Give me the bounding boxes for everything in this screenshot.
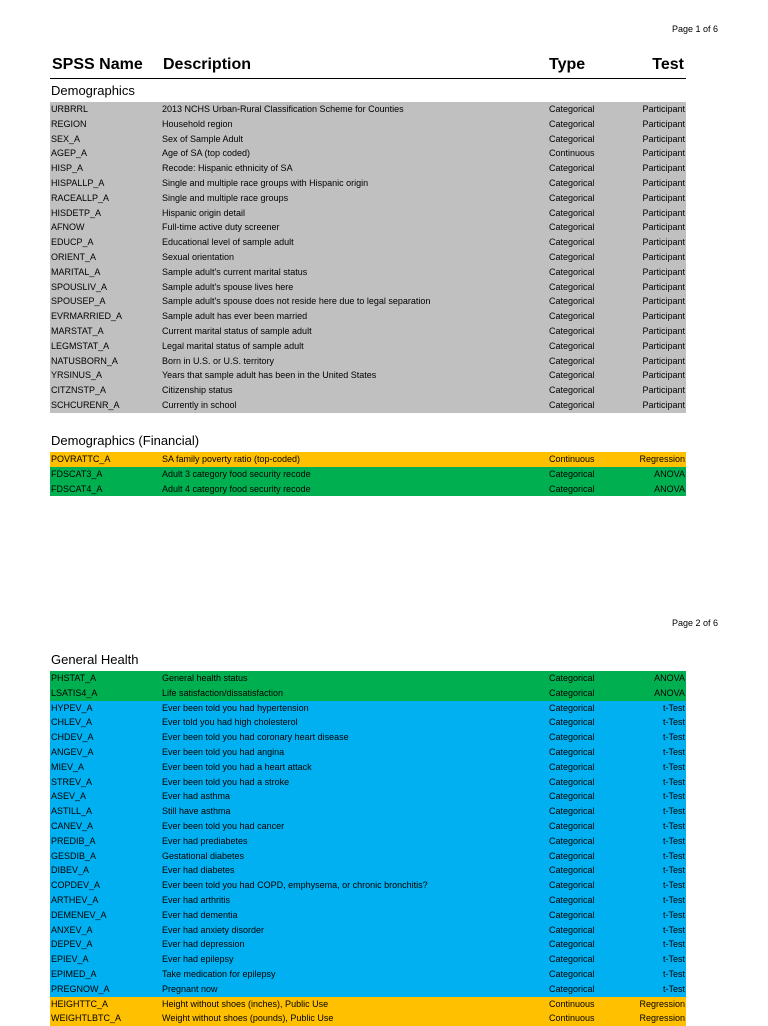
variable-test: t-Test	[662, 924, 685, 935]
table-row	[50, 967, 686, 982]
table-row	[50, 117, 686, 132]
variable-name: WEIGHTLBTC_A	[51, 1013, 122, 1024]
variable-type: Categorical	[549, 133, 595, 144]
table-row	[50, 849, 686, 864]
variable-description: Sample adult's current marital status	[162, 266, 308, 277]
table-row	[50, 952, 686, 967]
variable-name: COPDEV_A	[51, 880, 101, 891]
variable-description: Full-time active duty screener	[162, 222, 280, 233]
variable-test: ANOVA	[654, 673, 685, 683]
variable-test: ANOVA	[654, 468, 685, 479]
variable-test: Regression	[639, 454, 685, 464]
variable-type: Continuous	[549, 148, 595, 159]
table-row	[50, 176, 686, 191]
variable-type: Continuous	[549, 454, 595, 464]
variable-type: Categorical	[549, 702, 595, 713]
variable-test: ANOVA	[654, 687, 685, 698]
variable-type: Categorical	[549, 296, 595, 307]
variable-name: CITZNSTP_A	[51, 385, 107, 396]
variable-test: t-Test	[662, 968, 685, 979]
variable-name: CHDEV_A	[51, 732, 94, 743]
variable-name: HEIGHTTC_A	[51, 998, 109, 1009]
variable-test: Participant	[642, 355, 685, 366]
variable-description: Hispanic origin detail	[162, 207, 246, 218]
table-row	[50, 671, 686, 686]
variable-description: Pregnant now	[162, 983, 218, 994]
variable-test: Participant	[642, 251, 685, 262]
variable-test: Participant	[642, 222, 685, 233]
variable-description: Ever been told you had hypertension	[162, 702, 309, 713]
variable-name: HISP_A	[51, 163, 84, 174]
variable-name: NATUSBORN_A	[51, 355, 118, 366]
variable-type: Categorical	[549, 483, 595, 494]
variable-test: Participant	[642, 399, 685, 410]
variable-description: Educational level of sample adult	[162, 237, 294, 248]
variable-name: FDSCAT3_A	[51, 468, 103, 479]
table-row	[50, 804, 686, 819]
variable-test: t-Test	[662, 865, 685, 876]
page-number: Page 2 of 6	[671, 618, 718, 628]
table-row	[50, 250, 686, 265]
table-row	[50, 324, 686, 339]
variable-name: PHSTAT_A	[51, 673, 97, 683]
variable-type: Categorical	[549, 894, 595, 905]
variable-test: Participant	[642, 177, 685, 188]
table-row	[50, 863, 686, 878]
variable-type: Categorical	[549, 237, 595, 248]
variable-description: Ever been told you had coronary heart disease	[162, 732, 349, 743]
variable-type: Categorical	[549, 776, 595, 787]
variable-description: Height without shoes (inches), Public Use	[162, 998, 329, 1009]
variable-name: ANGEV_A	[51, 746, 94, 757]
variable-test: Participant	[642, 370, 685, 381]
variable-description: Ever had prediabetes	[162, 835, 248, 846]
variable-description: Sample adult's spouse lives here	[162, 281, 294, 292]
variable-name: ASEV_A	[51, 791, 87, 802]
variable-description: Single and multiple race groups with Hispanic origin	[162, 177, 369, 188]
variable-test: t-Test	[662, 983, 685, 994]
variable-name: GESDIB_A	[51, 850, 97, 861]
variable-test: t-Test	[662, 880, 685, 891]
variable-type: Categorical	[549, 954, 595, 965]
variable-name: FDSCAT4_A	[51, 483, 103, 494]
variable-test: t-Test	[662, 850, 685, 861]
variable-type: Continuous	[549, 1013, 595, 1024]
variable-test: t-Test	[662, 702, 685, 713]
variable-name: ARTHEV_A	[51, 894, 99, 905]
variable-description: Ever been told you had angina	[162, 746, 285, 757]
table-row	[50, 893, 686, 908]
variable-type: Categorical	[549, 983, 595, 994]
variable-test: Participant	[642, 311, 685, 322]
table-row	[50, 686, 686, 701]
table-row	[50, 467, 686, 482]
variable-type: Continuous	[549, 998, 595, 1009]
variable-name: ORIENT_A	[51, 251, 97, 262]
variable-description: General health status	[162, 673, 248, 683]
variable-name: MARITAL_A	[51, 266, 101, 277]
variable-test: Participant	[642, 385, 685, 396]
variable-test: Participant	[642, 104, 685, 114]
demographics-table	[50, 102, 686, 413]
variable-type: Categorical	[549, 791, 595, 802]
variable-type: Categorical	[549, 177, 595, 188]
variable-test: Participant	[642, 296, 685, 307]
variable-name: HISPALLP_A	[51, 177, 105, 188]
section-title-demographics-financial: Demographics (Financial)	[51, 433, 200, 448]
variable-type: Categorical	[549, 370, 595, 381]
variable-test: t-Test	[662, 806, 685, 817]
variable-name: SPOUSEP_A	[51, 296, 106, 307]
variable-test: Participant	[642, 133, 685, 144]
table-row	[50, 265, 686, 280]
variable-description: Years that sample adult has been in the United States	[162, 370, 377, 381]
variable-name: CHLEV_A	[51, 717, 93, 728]
page-number: Page 1 of 6	[671, 24, 718, 34]
table-row	[50, 102, 686, 117]
variable-description: Born in U.S. or U.S. territory	[162, 355, 275, 366]
variable-test: Participant	[642, 325, 685, 336]
table-row	[50, 235, 686, 250]
table-row	[50, 368, 686, 383]
table-row	[50, 482, 686, 497]
variable-name: URBRRL	[51, 104, 89, 114]
variable-test: t-Test	[662, 939, 685, 950]
table-row	[50, 383, 686, 398]
variable-description: Ever had anxiety disorder	[162, 924, 265, 935]
variable-description: Adult 4 category food security recode	[162, 483, 311, 494]
variable-description: Ever had depression	[162, 939, 245, 950]
variable-description: Ever had diabetes	[162, 865, 235, 876]
variable-type: Categorical	[549, 968, 595, 979]
variable-name: AFNOW	[51, 222, 85, 233]
table-row	[50, 220, 686, 235]
variable-type: Categorical	[549, 746, 595, 757]
table-row	[50, 354, 686, 369]
variable-type: Categorical	[549, 163, 595, 174]
variable-name: SEX_A	[51, 133, 81, 144]
variable-name: PREGNOW_A	[51, 983, 110, 994]
table-row	[50, 701, 686, 716]
variable-name: MARSTAT_A	[51, 325, 104, 336]
variable-type: Categorical	[549, 266, 595, 277]
variable-test: t-Test	[662, 717, 685, 728]
variable-name: LSATIS4_A	[51, 687, 98, 698]
header-test: Test	[652, 56, 684, 73]
variable-test: t-Test	[662, 791, 685, 802]
header-description: Description	[163, 56, 252, 73]
table-row	[50, 294, 686, 309]
general-health-table	[50, 671, 686, 1026]
variable-description: Legal marital status of sample adult	[162, 340, 304, 351]
variable-description: Age of SA (top coded)	[162, 148, 251, 159]
variable-description: Citizenship status	[162, 385, 233, 396]
variable-test: Participant	[642, 207, 685, 218]
variable-description: Ever had epilepsy	[162, 954, 234, 965]
variable-test: t-Test	[662, 761, 685, 772]
variable-type: Categorical	[549, 820, 595, 831]
variable-type: Categorical	[549, 311, 595, 322]
variable-description: Sample adult has ever been married	[162, 311, 308, 322]
variable-type: Categorical	[549, 251, 595, 262]
table-row	[50, 937, 686, 952]
variable-name: REGION	[51, 118, 87, 129]
variable-test: t-Test	[662, 776, 685, 787]
variable-name: HYPEV_A	[51, 702, 93, 713]
variable-type: Categorical	[549, 192, 595, 203]
variable-name: AGEP_A	[51, 148, 88, 159]
variable-name: SPOUSLIV_A	[51, 281, 108, 292]
variable-name: EPIMED_A	[51, 968, 97, 979]
variable-type: Categorical	[549, 281, 595, 292]
variable-name: ANXEV_A	[51, 924, 93, 935]
variable-type: Categorical	[549, 340, 595, 351]
variable-name: POVRATTC_A	[51, 454, 111, 464]
table-row	[50, 730, 686, 745]
variable-name: PREDIB_A	[51, 835, 96, 846]
variable-type: Categorical	[549, 865, 595, 876]
variable-name: YRSINUS_A	[51, 370, 103, 381]
page-2	[0, 600, 768, 1024]
table-row	[50, 161, 686, 176]
section-title-demographics: Demographics	[51, 83, 135, 98]
variable-type: Categorical	[549, 355, 595, 366]
variable-test: t-Test	[662, 954, 685, 965]
variable-test: Participant	[642, 148, 685, 159]
variable-description: 2013 NCHS Urban-Rural Classification Scheme for Counties	[162, 104, 404, 114]
table-row	[50, 132, 686, 147]
table-row	[50, 760, 686, 775]
variable-test: t-Test	[662, 835, 685, 846]
table-row	[50, 452, 686, 467]
variable-type: Categorical	[549, 717, 595, 728]
variable-type: Categorical	[549, 850, 595, 861]
table-row	[50, 819, 686, 834]
variable-type: Categorical	[549, 806, 595, 817]
variable-test: Participant	[642, 118, 685, 129]
variable-name: STREV_A	[51, 776, 93, 787]
variable-type: Categorical	[549, 924, 595, 935]
table-row	[50, 775, 686, 790]
variable-test: Participant	[642, 281, 685, 292]
variable-name: DEPEV_A	[51, 939, 93, 950]
variable-description: Ever been told you had COPD, emphysema, or chronic bronchitis?	[162, 880, 428, 891]
variable-description: Ever had asthma	[162, 791, 231, 802]
variable-description: Ever been told you had a heart attack	[162, 761, 312, 772]
variable-test: Participant	[642, 163, 685, 174]
variable-description: Current marital status of sample adult	[162, 325, 312, 336]
variable-test: Regression	[639, 1013, 685, 1024]
variable-type: Categorical	[549, 325, 595, 336]
table-row	[50, 398, 686, 413]
variable-type: Categorical	[549, 222, 595, 233]
variable-description: Take medication for epilepsy	[162, 968, 276, 979]
variable-type: Categorical	[549, 385, 595, 396]
variable-description: Still have asthma	[162, 806, 231, 817]
table-row	[50, 982, 686, 997]
variable-name: DIBEV_A	[51, 865, 90, 876]
variable-name: MIEV_A	[51, 761, 85, 772]
variable-test: Regression	[639, 998, 685, 1009]
variable-type: Categorical	[549, 909, 595, 920]
variable-description: Ever been told you had cancer	[162, 820, 285, 831]
variable-description: Recode: Hispanic ethnicity of SA	[162, 163, 293, 174]
variable-test: ANOVA	[654, 483, 685, 494]
variable-description: Life satisfaction/dissatisfaction	[162, 687, 284, 698]
table-row	[50, 191, 686, 206]
variable-name: ASTILL_A	[51, 806, 93, 817]
variable-description: Adult 3 category food security recode	[162, 468, 311, 479]
column-header-row	[50, 56, 686, 79]
variable-name: HISDETP_A	[51, 207, 102, 218]
variable-description: Currently in school	[162, 399, 237, 410]
table-row	[50, 997, 686, 1012]
table-row	[50, 280, 686, 295]
variable-type: Categorical	[549, 732, 595, 743]
table-row	[50, 309, 686, 324]
variable-description: Ever been told you had a stroke	[162, 776, 290, 787]
variable-type: Categorical	[549, 118, 595, 129]
variable-test: t-Test	[662, 732, 685, 743]
table-row	[50, 908, 686, 923]
table-row	[50, 339, 686, 354]
variable-name: EDUCP_A	[51, 237, 94, 248]
table-row	[50, 715, 686, 730]
variable-description: Gestational diabetes	[162, 850, 245, 861]
table-row	[50, 834, 686, 849]
variable-test: Participant	[642, 237, 685, 248]
variable-name: RACEALLP_A	[51, 192, 110, 203]
variable-type: Categorical	[549, 673, 595, 683]
variable-type: Categorical	[549, 207, 595, 218]
variable-type: Categorical	[549, 399, 595, 410]
variable-test: Participant	[642, 192, 685, 203]
variable-type: Categorical	[549, 468, 595, 479]
variable-test: t-Test	[662, 820, 685, 831]
variable-description: Sample adult's spouse does not reside here due to legal separation	[162, 296, 431, 307]
variable-test: t-Test	[662, 746, 685, 757]
demographics-financial-table	[50, 452, 686, 496]
table-row	[50, 789, 686, 804]
variable-name: EPIEV_A	[51, 954, 89, 965]
variable-test: Participant	[642, 266, 685, 277]
table-row	[50, 878, 686, 893]
variable-type: Categorical	[549, 835, 595, 846]
variable-description: Sex of Sample Adult	[162, 133, 244, 144]
variable-name: LEGMSTAT_A	[51, 340, 110, 351]
section-title-general-health: General Health	[51, 652, 139, 667]
variable-type: Categorical	[549, 687, 595, 698]
table-row	[50, 206, 686, 221]
variable-name: CANEV_A	[51, 820, 94, 831]
header-spss-name: SPSS Name	[52, 56, 143, 73]
table-row	[50, 923, 686, 938]
variable-description: Weight without shoes (pounds), Public Use	[162, 1013, 334, 1024]
variable-description: Ever told you had high cholesterol	[162, 717, 298, 728]
variable-description: Household region	[162, 118, 233, 129]
variable-description: Single and multiple race groups	[162, 192, 289, 203]
header-type: Type	[549, 56, 586, 73]
variable-description: SA family poverty ratio (top-coded)	[162, 454, 301, 464]
variable-name: DEMENEV_A	[51, 909, 107, 920]
variable-description: Ever had dementia	[162, 909, 238, 920]
variable-test: Participant	[642, 340, 685, 351]
variable-type: Categorical	[549, 939, 595, 950]
variable-type: Categorical	[549, 880, 595, 891]
variable-description: Ever had arthritis	[162, 894, 231, 905]
variable-name: EVRMARRIED_A	[51, 311, 123, 322]
variable-description: Sexual orientation	[162, 251, 235, 262]
table-row	[50, 745, 686, 760]
variable-type: Categorical	[549, 104, 595, 114]
variable-type: Categorical	[549, 761, 595, 772]
variable-name: SCHCURENR_A	[51, 399, 120, 410]
variable-test: t-Test	[662, 894, 685, 905]
table-row	[50, 146, 686, 161]
variable-test: t-Test	[662, 909, 685, 920]
